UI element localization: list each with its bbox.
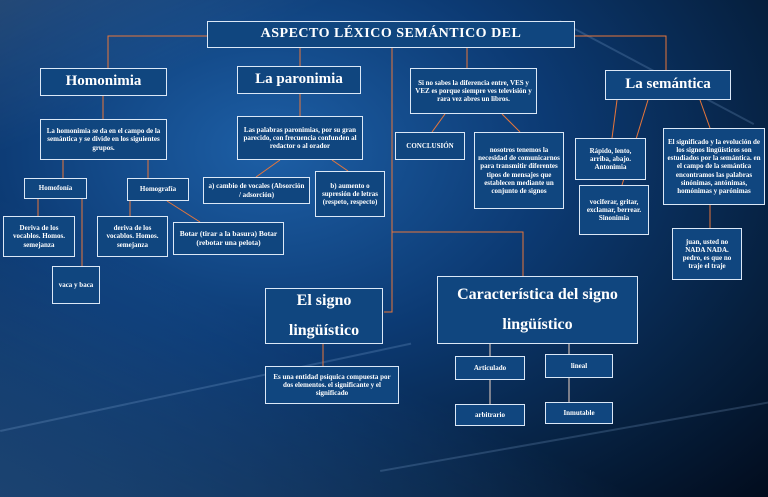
semantica-definition: El significado y la evolución de los signos lingüísticos son estudiados por la semántica. en el campo de la semántica encontramos las palabras sinónimas, antónimas, homónimas y parónimas bbox=[663, 128, 765, 205]
arbitrario-box: arbitrario bbox=[455, 404, 525, 426]
semantica-example: juan, usted no NADA NADA. pedro, es que no traje el traje bbox=[672, 228, 742, 280]
homonimia-title: Homonimia bbox=[40, 68, 167, 96]
connector-note-text bbox=[502, 114, 520, 132]
semantica-title: La semántica bbox=[605, 70, 731, 100]
connector-title-homonimia bbox=[108, 36, 207, 68]
homonimia-definition: La homonimia se da en el campo de la semántica y se divide en los siguientes grupos. bbox=[40, 119, 167, 160]
connector-semantica-antonimia bbox=[612, 100, 617, 138]
homofonia-definition: Deriva de los vocablos. Homos. semejanza bbox=[3, 216, 75, 257]
signo-title: El signo lingüístico bbox=[265, 288, 383, 344]
paronimia-title: La paronimia bbox=[237, 66, 361, 94]
center-note: Si no sabes la diferencia entre, VES y VEZ es porque siempre ves televisión y rara vez abres un libros. bbox=[410, 68, 537, 114]
connector-note-conclusion bbox=[432, 114, 445, 132]
paronimia-item-b: b) aumento o supresión de letras (respeto, respecto) bbox=[315, 171, 385, 217]
homofonia-example: vaca y baca bbox=[52, 266, 100, 304]
signo-definition: Es una entidad psíquica compuesta por dos elementos. el significante y el significado bbox=[265, 366, 399, 404]
conclusion-text: nosotros tenemos la necesidad de comunicarnos para transmitir diferentes tipos de mensajes que establecen mediante un conjunto de signos bbox=[474, 132, 564, 209]
homofonia-label: Homofonía bbox=[24, 178, 87, 199]
connector-title-signo bbox=[384, 48, 392, 312]
articulado-box: Articulado bbox=[455, 356, 525, 380]
homografia-definition: deriva de los vocablos. Homos. semejanza bbox=[97, 216, 168, 257]
caracteristica-title: Característica del signo lingüístico bbox=[437, 276, 638, 344]
conclusion-label: CONCLUSIÓN bbox=[395, 132, 465, 160]
inmutable-box: Inmutable bbox=[545, 402, 613, 424]
page-title: ASPECTO LÉXICO SEMÁNTICO DEL bbox=[207, 21, 575, 48]
connector-semantica-def bbox=[700, 100, 710, 128]
sinonimia-box: vociferar, gritar, exclamar, berrear. Sinonimia bbox=[579, 185, 649, 235]
paronimia-definition: Las palabras paronimias, por su gran parecido, con frecuencia confunden al redactor o al orador bbox=[237, 116, 363, 160]
paronimia-item-a: a) cambio de vocales (Absorción / adsorción) bbox=[203, 177, 310, 204]
connector-title-semantica bbox=[575, 36, 666, 70]
connector-homografia-example bbox=[167, 201, 200, 222]
antonimia-box: Rápido, lento, arriba, abajo. Antonimia bbox=[575, 138, 646, 180]
connector-def-item-a bbox=[256, 160, 280, 177]
homografia-example: Botar (tirar a la basura) Botar (rebotar una pelota) bbox=[173, 222, 284, 255]
homografia-label: Homografía bbox=[127, 178, 189, 201]
connector-def-item-b bbox=[332, 160, 348, 171]
connector-title-caracteristica bbox=[392, 232, 523, 276]
lineal-box: lineal bbox=[545, 354, 613, 378]
